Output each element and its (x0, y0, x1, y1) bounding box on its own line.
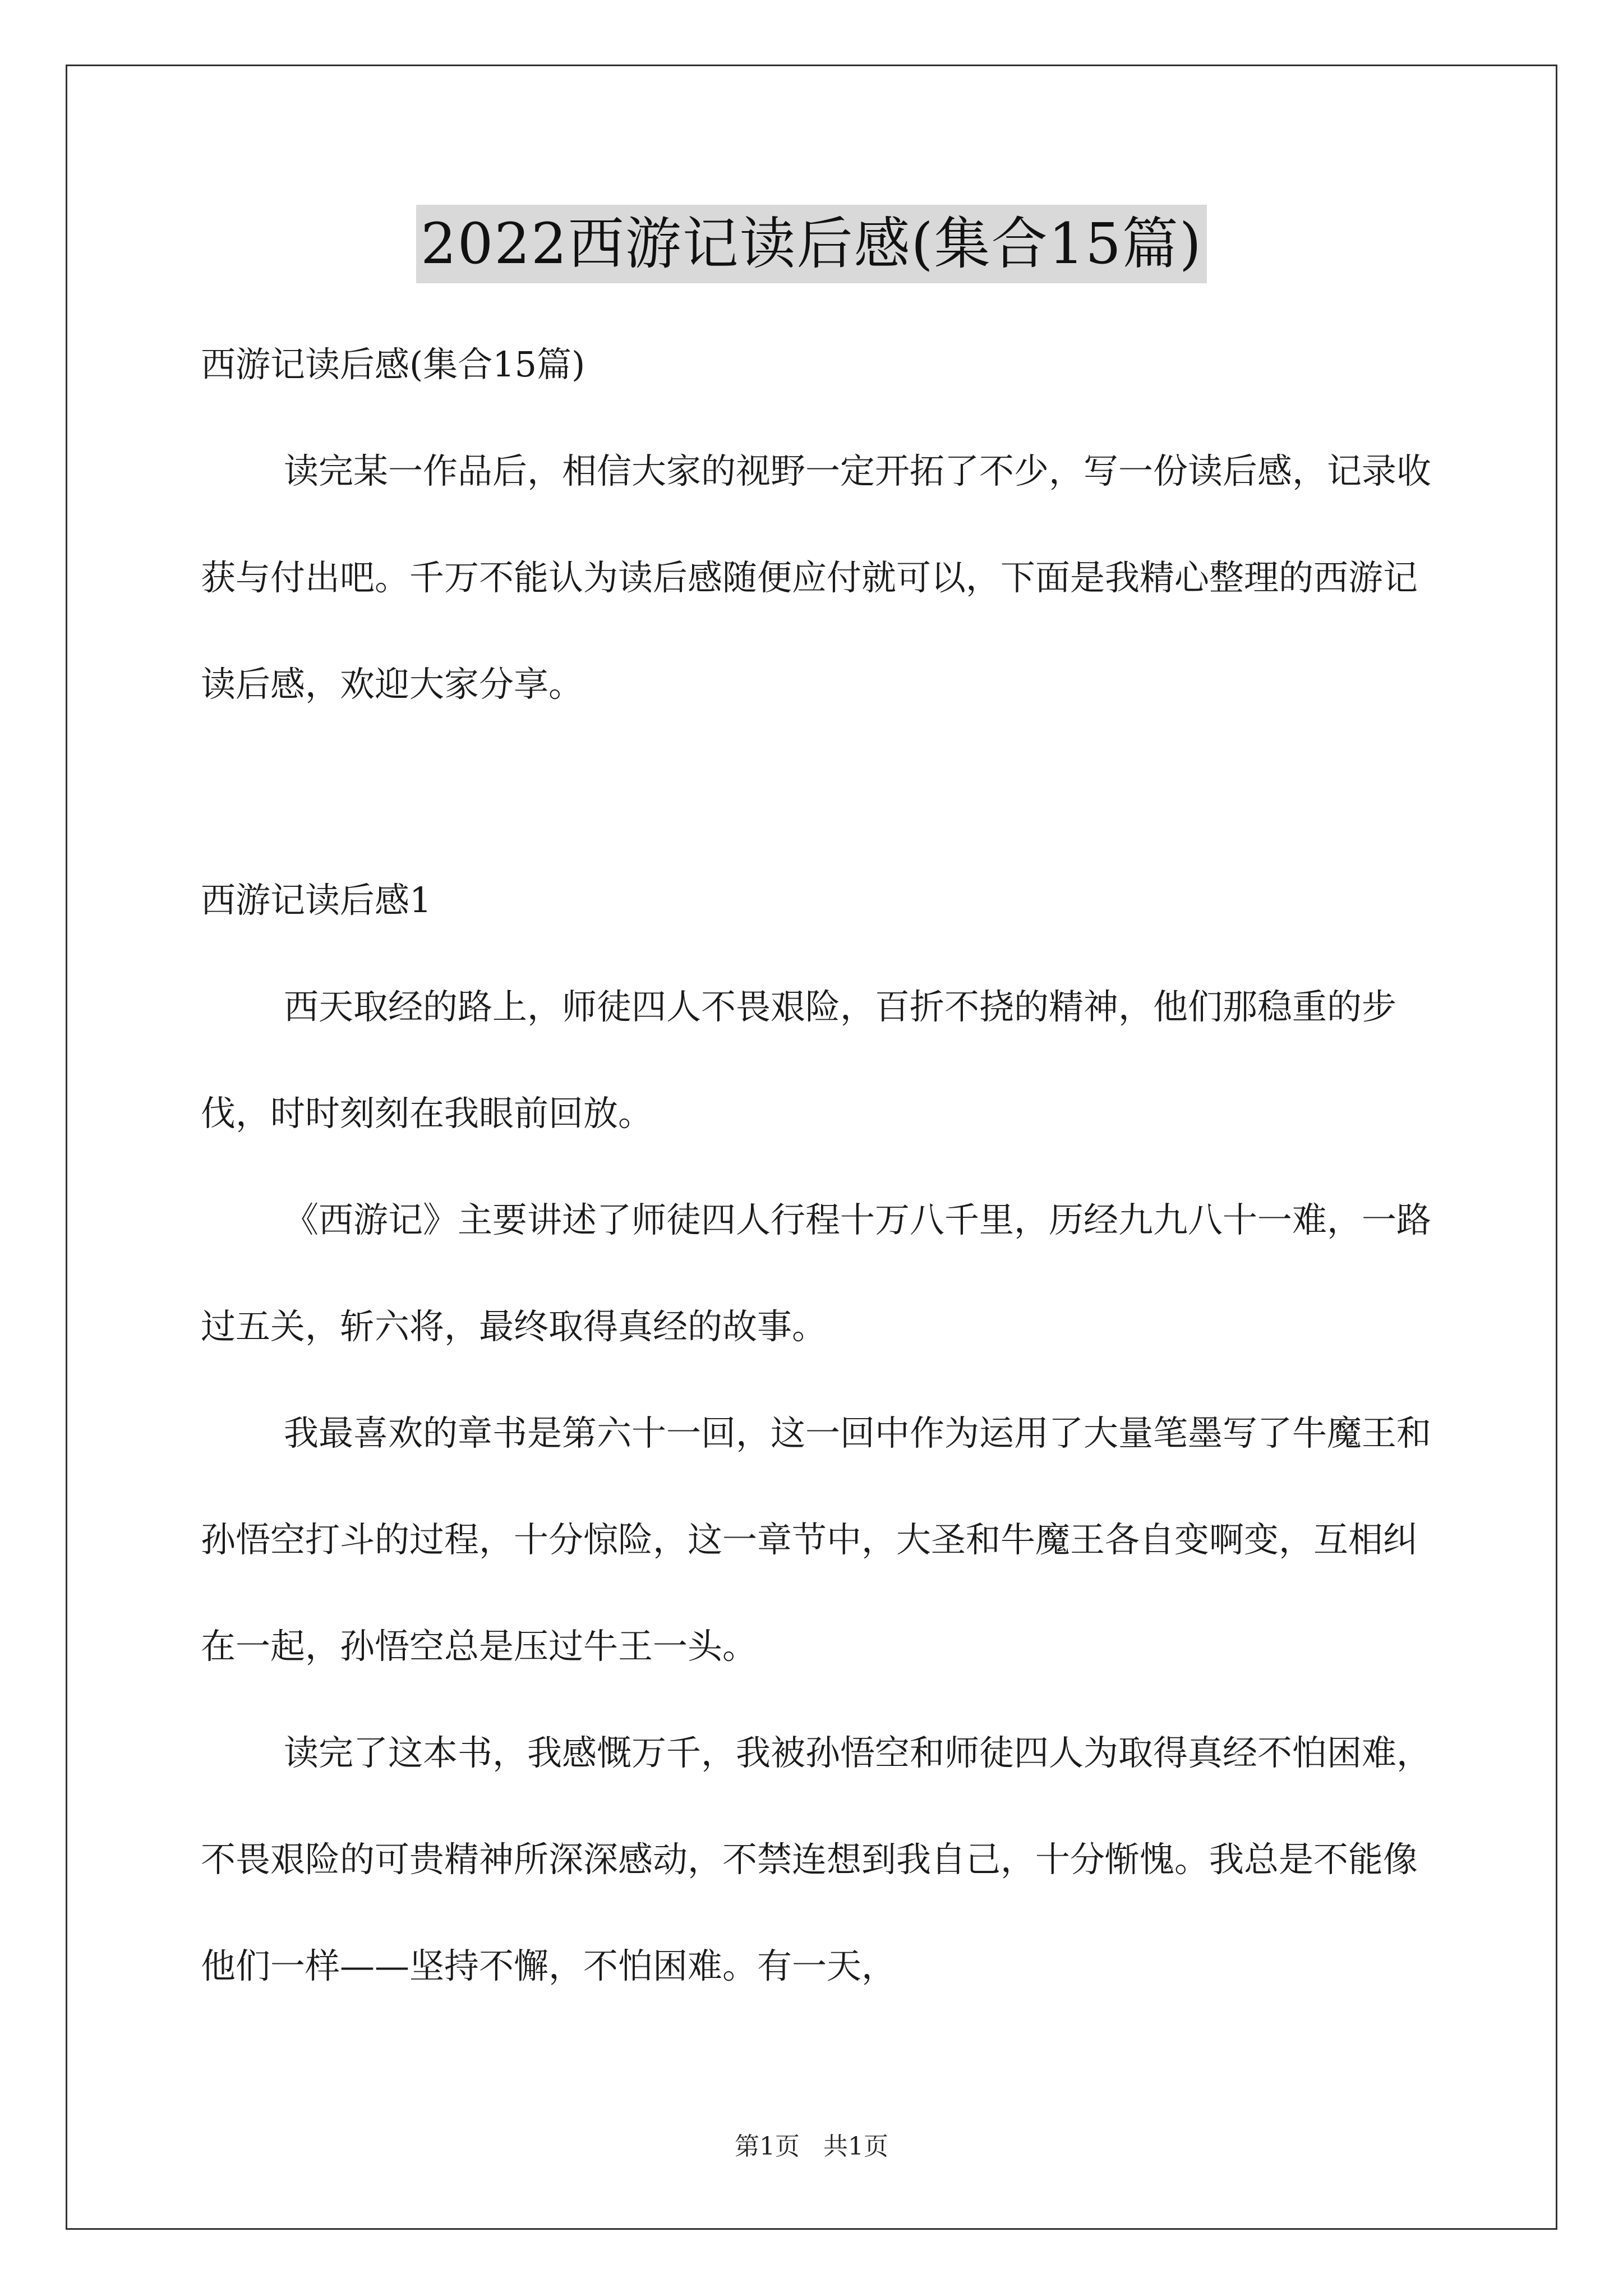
section-heading: 西游记读后感1 (201, 880, 432, 921)
body-paragraph-1: 西天取经的路上，师徒四人不畏艰险，百折不挠的精神，他们那稳重的步伐，时时刻刻在我眼前回放。 (201, 986, 1397, 1134)
title-container (0, 205, 1623, 283)
document-title: 2022西游记读后感(集合15篇) (416, 205, 1207, 283)
page-number-current: 第1页 (735, 2132, 800, 2161)
body-paragraph-2: 《西游记》主要讲述了师徒四人行程十万八千里，历经九九八十一难，一路过五关，斩六将，最终取得真经的故事。 (201, 1199, 1432, 1347)
body-paragraph-4: 读完了这本书，我感慨万千，我被孙悟空和师徒四人为取得真经不怕困难，不畏艰险的可贵精神所深深感动，不禁连想到我自己，十分惭愧。我总是不能像他们一样——坚持不懈，不怕困难。有一天， (201, 1732, 1432, 1986)
intro-paragraph: 读完某一作品后，相信大家的视野一定开拓了不少，写一份读后感，记录收获与付出吧。千万不能认为读后感随便应付就可以，下面是我精心整理的西游记读后感，欢迎大家分享。 (201, 450, 1432, 705)
subtitle-block (201, 311, 1435, 418)
intro-block (201, 418, 1435, 738)
body-paragraph-3: 我最喜欢的章书是第六十一回，这一回中作为运用了大量笔墨写了牛魔王和孙悟空打斗的过程，十分惊险，这一章节中，大圣和牛魔王各自变啊变，互相纠在一起，孙悟空总是压过牛王一头。 (201, 1412, 1432, 1667)
section-block (201, 847, 1435, 2019)
page-footer (0, 2126, 1623, 2162)
document-subtitle: 西游记读后感(集合15篇) (201, 344, 585, 385)
page-number-total: 共1页 (823, 2132, 888, 2161)
